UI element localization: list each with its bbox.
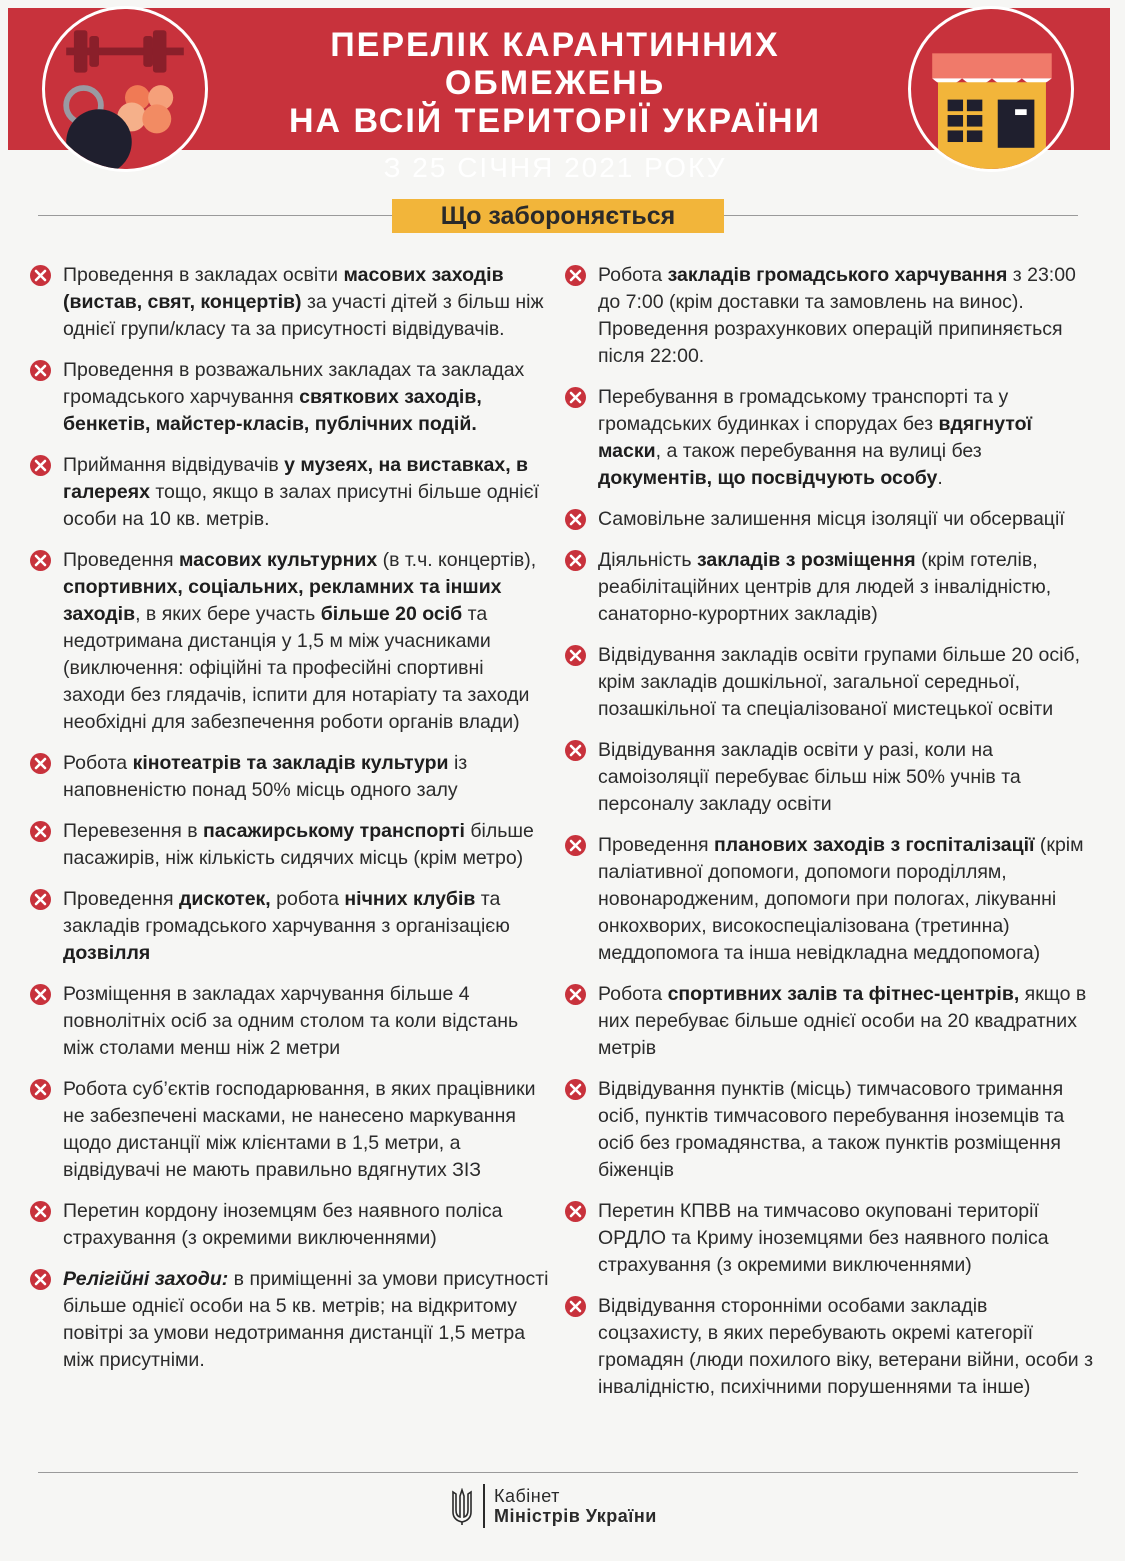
restriction-item	[30, 818, 550, 872]
text-segment: Проведення	[63, 888, 180, 910]
x-circle-icon	[30, 1079, 51, 1100]
x-circle-icon	[565, 550, 586, 571]
gym-weights-icon	[42, 6, 208, 172]
emphasis-text: закладів громадського харчування	[667, 264, 1008, 286]
restriction-item	[565, 642, 1095, 723]
emphasis-text: кінотеатрів та закладів культури	[132, 752, 449, 774]
x-circle-icon	[565, 265, 586, 286]
x-circle-icon	[565, 1201, 586, 1222]
divider-right	[724, 215, 1078, 216]
text-segment: тощо, якщо в залах присутні більше однієї особи на 10 кв. метрів.	[63, 481, 539, 530]
text-segment: (крім готелів, реабілітаційних центрів для людей з інвалідністю, санаторно-курортних закладів)	[598, 549, 1052, 625]
footer-divider	[38, 1472, 1078, 1473]
text-segment: за участі дітей з більш ніж однієї групи/класу та за присутності відвідувачів.	[63, 291, 544, 340]
emphasis-text: більше 20 осіб	[320, 603, 463, 625]
text-segment: (в т.ч. концертів),	[377, 549, 537, 571]
restriction-text	[598, 549, 1051, 625]
x-circle-icon	[30, 265, 51, 286]
x-circle-icon	[565, 984, 586, 1005]
restriction-item	[30, 886, 550, 967]
divider-left	[38, 215, 392, 216]
text-segment: Проведення в розважальних закладах та закладах громадського харчування	[63, 359, 525, 408]
emphasis-text: закладів з розміщення	[697, 549, 916, 571]
x-circle-icon	[565, 387, 586, 408]
restriction-text	[598, 983, 1086, 1059]
title-line-1: ПЕРЕЛІК КАРАНТИННИХ ОБМЕЖЕНЬ	[330, 26, 780, 102]
emphasis-text: спортивних, соціальних, рекламних та інших заходів	[63, 576, 502, 625]
restriction-text	[63, 549, 536, 733]
left-column	[30, 262, 550, 1388]
text-segment: та закладів громадського харчування з організацією	[63, 888, 510, 937]
x-circle-icon	[565, 509, 586, 530]
text-segment: Проведення в закладах освіти	[63, 264, 344, 286]
right-column	[565, 262, 1095, 1415]
x-circle-icon	[565, 1079, 586, 1100]
text-segment: , в яких бере участь	[135, 603, 321, 625]
text-segment: Робота	[63, 752, 133, 774]
text-segment: в приміщенні за умови присутності більше однієї особи на 5 кв. метрів; на відкритому повітрі за умови недотримання дистанції 1,5 метра між присутніми.	[63, 1268, 549, 1371]
emphasis-text: Релігійні заходи:	[63, 1268, 229, 1290]
emphasis-text: пасажирському транспорті	[202, 820, 465, 842]
restriction-item	[30, 750, 550, 804]
text-segment: Перетин КПВВ на тимчасово окуповані території ОРДЛО та Криму іноземцями без наявного поліса страхування (з окремими виключеннями)	[598, 1200, 1049, 1276]
text-segment: Перетин кордону іноземцям без наявного поліса страхування (з окремими виключеннями)	[63, 1200, 503, 1249]
restriction-item	[30, 1266, 550, 1374]
restriction-text	[63, 264, 544, 340]
storefront-icon	[908, 6, 1074, 172]
restriction-text	[63, 1078, 536, 1181]
text-segment: робота	[270, 888, 345, 910]
text-segment: із наповненістю понад 50% місць одного залу	[63, 752, 468, 801]
text-segment: більше пасажирів, ніж кількість сидячих місць (крім метро)	[63, 820, 534, 869]
footer-logo	[450, 1484, 710, 1528]
restriction-item	[565, 1293, 1095, 1401]
emphasis-text: нічних клубів	[344, 888, 476, 910]
restriction-text	[63, 1268, 548, 1371]
org-name-line-1: Кабінет	[494, 1486, 560, 1506]
emphasis-text: дозвілля	[63, 942, 151, 964]
restriction-text	[598, 508, 1065, 530]
text-segment: з 23:00 до 7:00 (крім доставки та замовлень на винос). Проведення розрахункових операцій припиняється після 22:00.	[598, 264, 1076, 367]
restriction-item	[565, 981, 1095, 1062]
x-circle-icon	[30, 1201, 51, 1222]
title-line-2: НА ВСІЙ ТЕРИТОРІЇ УКРАЇНИ	[288, 102, 822, 140]
x-circle-icon	[30, 753, 51, 774]
text-segment: Відвідування закладів освіти у разі, коли на самоізоляції перебуває більш ніж 50% учнів та персоналу закладу освіти	[598, 739, 1021, 815]
text-segment: .	[937, 467, 943, 489]
text-segment: Перебування в громадському транспорті та у громадських будинках і спорудах без	[598, 386, 1009, 435]
restriction-text	[63, 1200, 502, 1249]
restriction-text	[63, 888, 510, 964]
text-segment: Відвідування пунктів (місць) тимчасового тримання осіб, пунктів тимчасового перебування іноземців та осіб без громадянства, а також пунктів розміщення біженців	[598, 1078, 1065, 1181]
text-segment: Відвідування закладів освіти групами більше 20 осіб, крім закладів дошкільної, загальної середньої, позашкільної та спеціалізованої мистецької освіти	[598, 644, 1080, 720]
restriction-text	[63, 454, 539, 530]
text-segment: Робота суб’єктів господарювання, в яких працівники не забезпечені масками, не нанесено маркування щодо дистанції між клієнтами в 1,5 метри, а відвідувачі не мають правильно вдягнутих ЗІЗ	[63, 1078, 536, 1181]
restriction-item	[565, 547, 1095, 628]
restriction-text	[598, 1078, 1064, 1181]
title-date: З 25 СІЧНЯ 2021 РОКУ	[383, 152, 727, 183]
emphasis-text: святкових заходів, бенкетів, майстер-класів, публічних подій.	[63, 386, 482, 435]
restriction-item	[565, 384, 1095, 492]
restriction-text	[63, 820, 534, 869]
restriction-text	[598, 739, 1021, 815]
text-segment: Самовільне залишення місця ізоляції чи обсервації	[598, 508, 1065, 530]
text-segment: , а також перебування на вулиці без	[655, 440, 982, 462]
emphasis-text: масових культурних	[179, 549, 378, 571]
section-label: Що забороняється	[392, 199, 724, 233]
restriction-text	[598, 1295, 1093, 1398]
restriction-item	[30, 452, 550, 533]
emphasis-text: дискотек,	[179, 888, 271, 910]
text-segment: (крім паліативної допомоги, допомоги породіллям, новонародженим, допомоги при пологах, лікуванні онкохворих, високоспеціалізована (третинна) меддопомога та інша невідкладна меддопомога)	[598, 834, 1084, 964]
text-segment: якщо в них перебуває більше однієї особи на 20 квадратних метрів	[598, 983, 1087, 1059]
x-circle-icon	[565, 645, 586, 666]
text-segment: Приймання відвідувачів	[63, 454, 285, 476]
x-circle-icon	[565, 740, 586, 761]
x-circle-icon	[30, 1269, 51, 1290]
x-circle-icon	[30, 550, 51, 571]
text-segment: Робота	[598, 264, 668, 286]
emphasis-text: спортивних залів та фітнес-центрів,	[667, 983, 1020, 1005]
emphasis-text: вдягнутої маски	[598, 413, 1032, 462]
text-segment: Робота	[598, 983, 668, 1005]
x-circle-icon	[30, 984, 51, 1005]
x-circle-icon	[30, 821, 51, 842]
footer-separator	[483, 1484, 485, 1528]
restriction-item	[30, 547, 550, 736]
emphasis-text: у музеях, на виставках, в галереях	[63, 454, 529, 503]
restriction-item	[30, 357, 550, 438]
restriction-text	[63, 752, 467, 801]
text-segment: Відвідування сторонніми особами закладів соцзахисту, в яких перебувають окремі категорії громадян (люди похилого віку, ветерани війни, особи з інвалідністю, психічними порушеннями та інше)	[598, 1295, 1094, 1398]
restriction-item	[565, 1198, 1095, 1279]
text-segment: Проведення	[598, 834, 715, 856]
restriction-item	[30, 1076, 550, 1184]
text-segment: Розміщення в закладах харчування більше 4 повнолітніх осіб за одним столом та коли відстань між столами менш ніж 2 метри	[63, 983, 519, 1059]
text-segment: Проведення	[63, 549, 180, 571]
text-segment: Перевезення в	[63, 820, 203, 842]
x-circle-icon	[30, 889, 51, 910]
restriction-text	[598, 386, 1032, 489]
x-circle-icon	[565, 1296, 586, 1317]
trident-icon	[450, 1488, 474, 1526]
page-title	[230, 26, 880, 184]
restriction-item	[565, 1076, 1095, 1184]
text-segment: Діяльність	[598, 549, 697, 571]
restriction-text	[598, 264, 1076, 367]
restriction-item	[565, 832, 1095, 967]
restriction-item	[30, 981, 550, 1062]
restriction-item	[565, 737, 1095, 818]
restriction-text	[598, 1200, 1049, 1276]
restriction-item	[30, 262, 550, 343]
emphasis-text: планових заходів з госпіталізації	[714, 834, 1035, 856]
emphasis-text: документів, що посвідчують особу	[598, 467, 938, 489]
x-circle-icon	[30, 360, 51, 381]
text-segment: та недотримана дистанція у 1,5 м між учасниками (виключення: офіційні та професійні спортивні заходи без глядачів, іспити для нотаріату та заходи необхідні для забезпечення роботи органів влади)	[63, 603, 530, 733]
restriction-text	[63, 359, 524, 435]
restriction-item	[565, 262, 1095, 370]
org-name-line-2: Міністрів України	[494, 1506, 657, 1526]
restriction-item	[30, 1198, 550, 1252]
x-circle-icon	[565, 835, 586, 856]
restriction-text	[63, 983, 518, 1059]
restriction-text	[598, 644, 1080, 720]
restriction-text	[598, 834, 1084, 964]
x-circle-icon	[30, 455, 51, 476]
emphasis-text: масових заходів (вистав, свят, концертів)	[63, 264, 504, 313]
restriction-item	[565, 506, 1095, 533]
